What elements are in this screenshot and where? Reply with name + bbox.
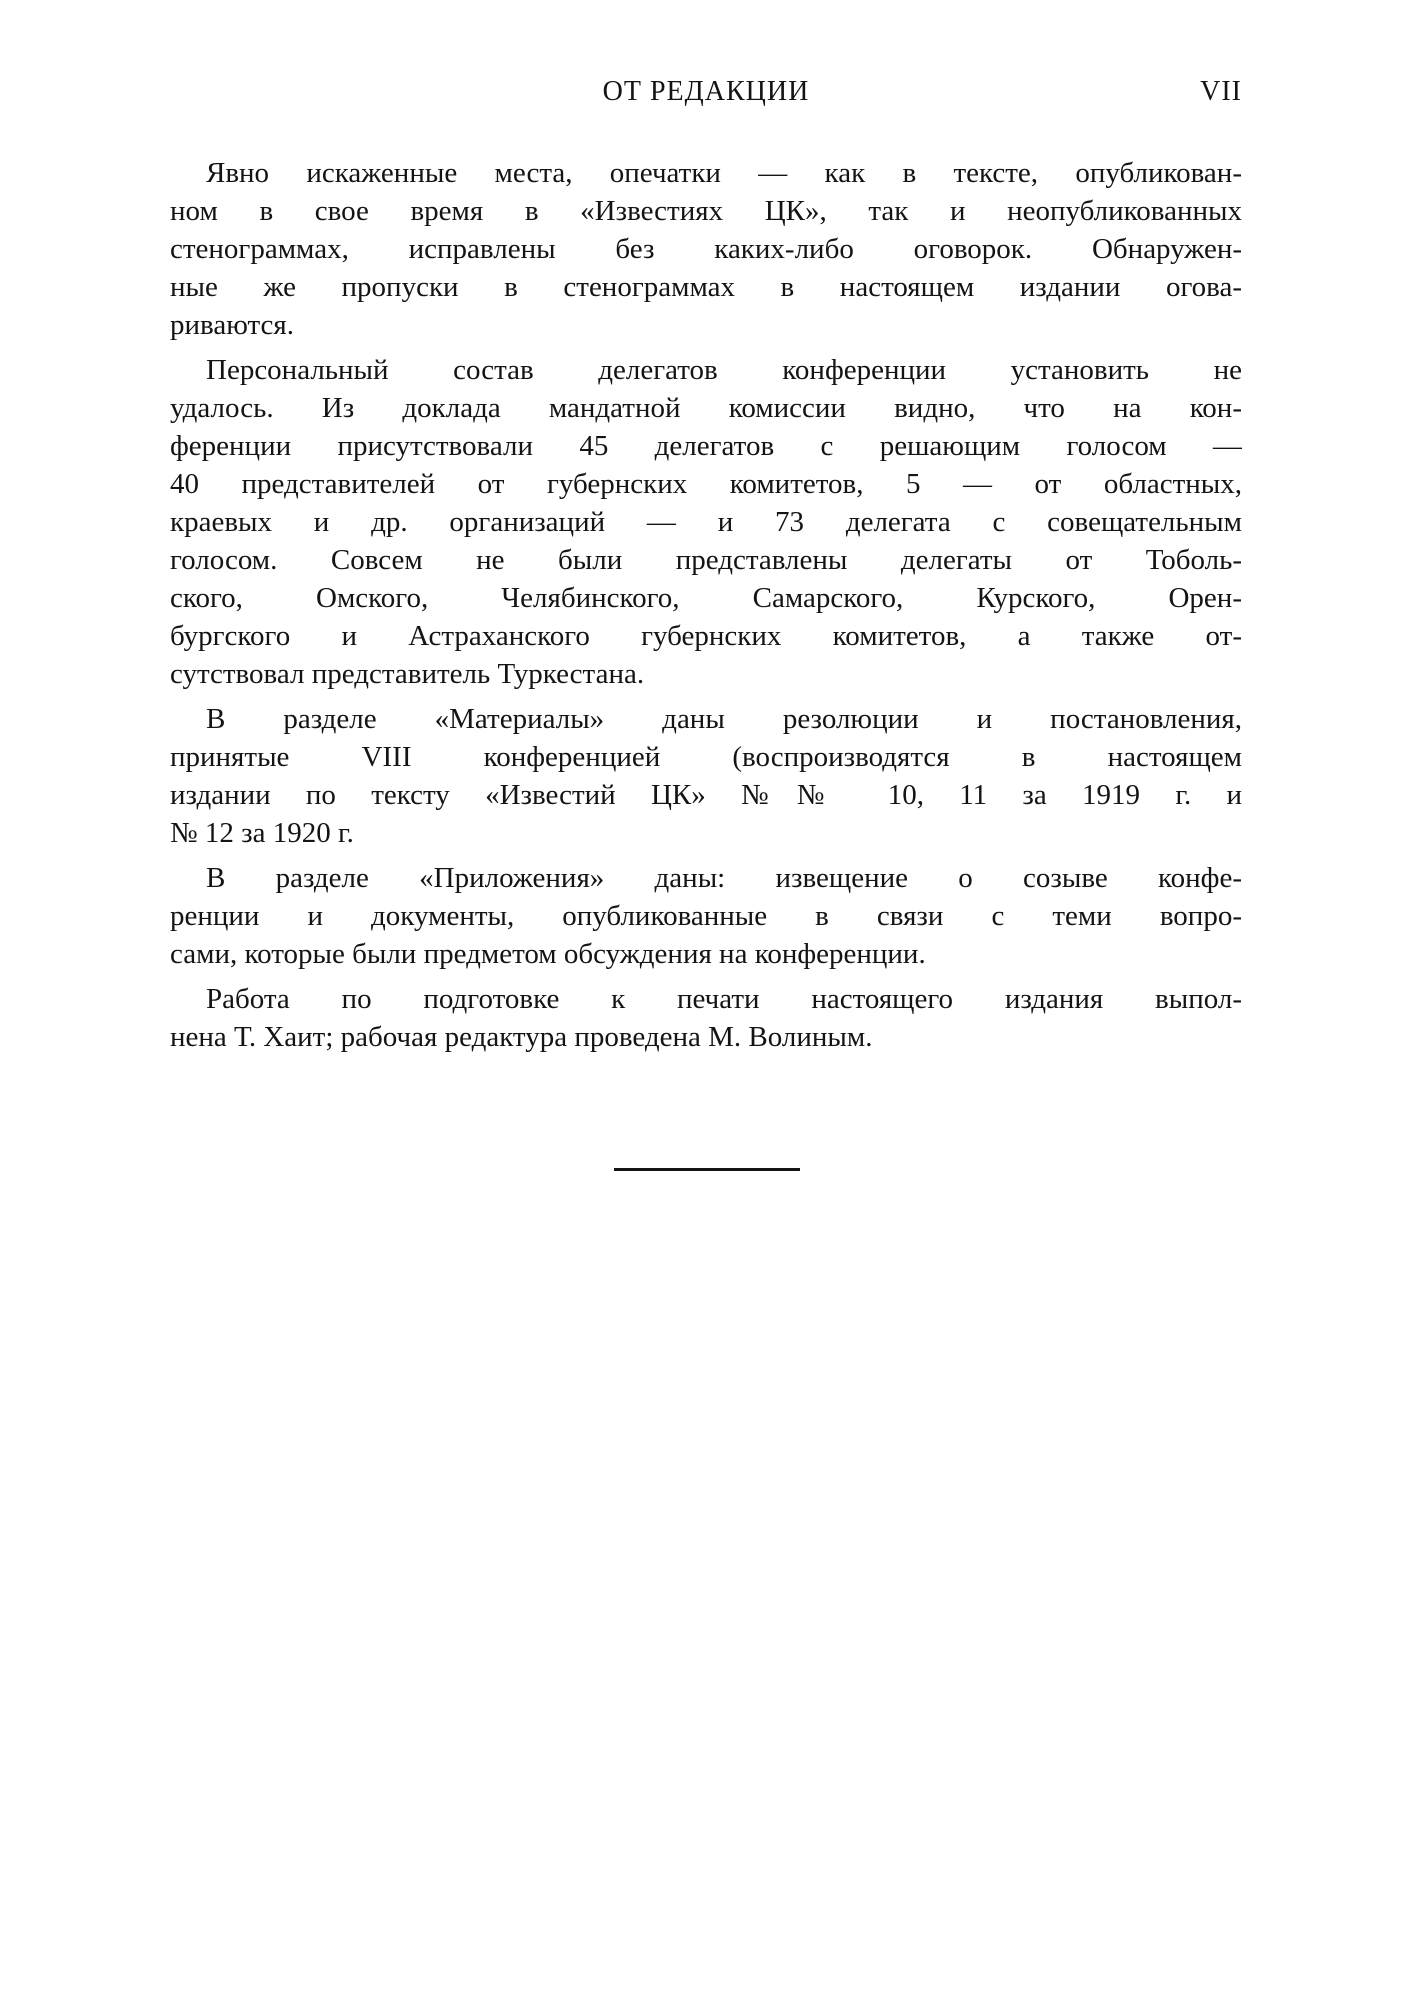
closing-rule	[614, 1168, 800, 1171]
text-line: нена Т. Хаит; рабочая редактура проведена М. Волиным.	[170, 1021, 873, 1053]
paragraph-materials	[170, 700, 1242, 852]
text-line: Работа по подготовке к печати настоящего издания выпол-	[206, 983, 1242, 1015]
text-line: 40 представителей от губернских комитетов, 5 — от областных,	[170, 468, 1242, 500]
text-line: ференции присутствовали 45 делегатов с решающим голосом —	[170, 430, 1242, 462]
text-line: ского, Омского, Челябинского, Самарского, Курского, Орен-	[170, 582, 1242, 614]
text-line: В разделе «Приложения» даны: извещение о созыве конфе-	[206, 862, 1242, 894]
text-line: ные же пропуски в стенограммах в настоящем издании огова-	[170, 271, 1242, 303]
paragraph-delegates	[170, 351, 1242, 693]
page-number: VII	[1200, 76, 1242, 107]
text-line: сами, которые были предметом обсуждения на конференции.	[170, 938, 926, 970]
text-line: бургского и Астраханского губернских комитетов, а также от-	[170, 620, 1242, 652]
text-line: ном в свое время в «Известиях ЦК», так и неопубликованных	[170, 195, 1242, 227]
text-line: Персональный состав делегатов конференции установить не	[206, 354, 1242, 386]
text-line: № 12 за 1920 г.	[170, 817, 354, 849]
paragraph-credits	[170, 980, 1242, 1056]
text-line: краевых и др. организаций — и 73 делегата с совещательным	[170, 506, 1242, 538]
running-head	[170, 76, 1242, 116]
text-line: удалось. Из доклада мандатной комиссии видно, что на кон-	[170, 392, 1242, 424]
text-line: издании по тексту «Известий ЦК» №№ 10, 11 за 1919 г. и	[170, 779, 1242, 811]
paragraph-appendices	[170, 859, 1242, 973]
body-text	[170, 154, 1242, 1063]
running-head-title: ОТ РЕДАКЦИИ	[602, 76, 810, 107]
text-line: стенограммах, исправлены без каких-либо оговорок. Обнаружен-	[170, 233, 1242, 265]
text-line: сутствовал представитель Туркестана.	[170, 658, 645, 690]
text-line: риваются.	[170, 309, 294, 341]
text-line: ренции и документы, опубликованные в связи с теми вопро-	[170, 900, 1242, 932]
text-line: голосом. Совсем не были представлены делегаты от Тоболь-	[170, 544, 1242, 576]
paragraph-corrections	[170, 154, 1242, 344]
text-line: Явно искаженные места, опечатки — как в тексте, опубликован-	[206, 157, 1242, 189]
text-line: принятые VIII конференцией (воспроизводятся в настоящем	[170, 741, 1242, 773]
text-line: В разделе «Материалы» даны резолюции и постановления,	[206, 703, 1242, 735]
